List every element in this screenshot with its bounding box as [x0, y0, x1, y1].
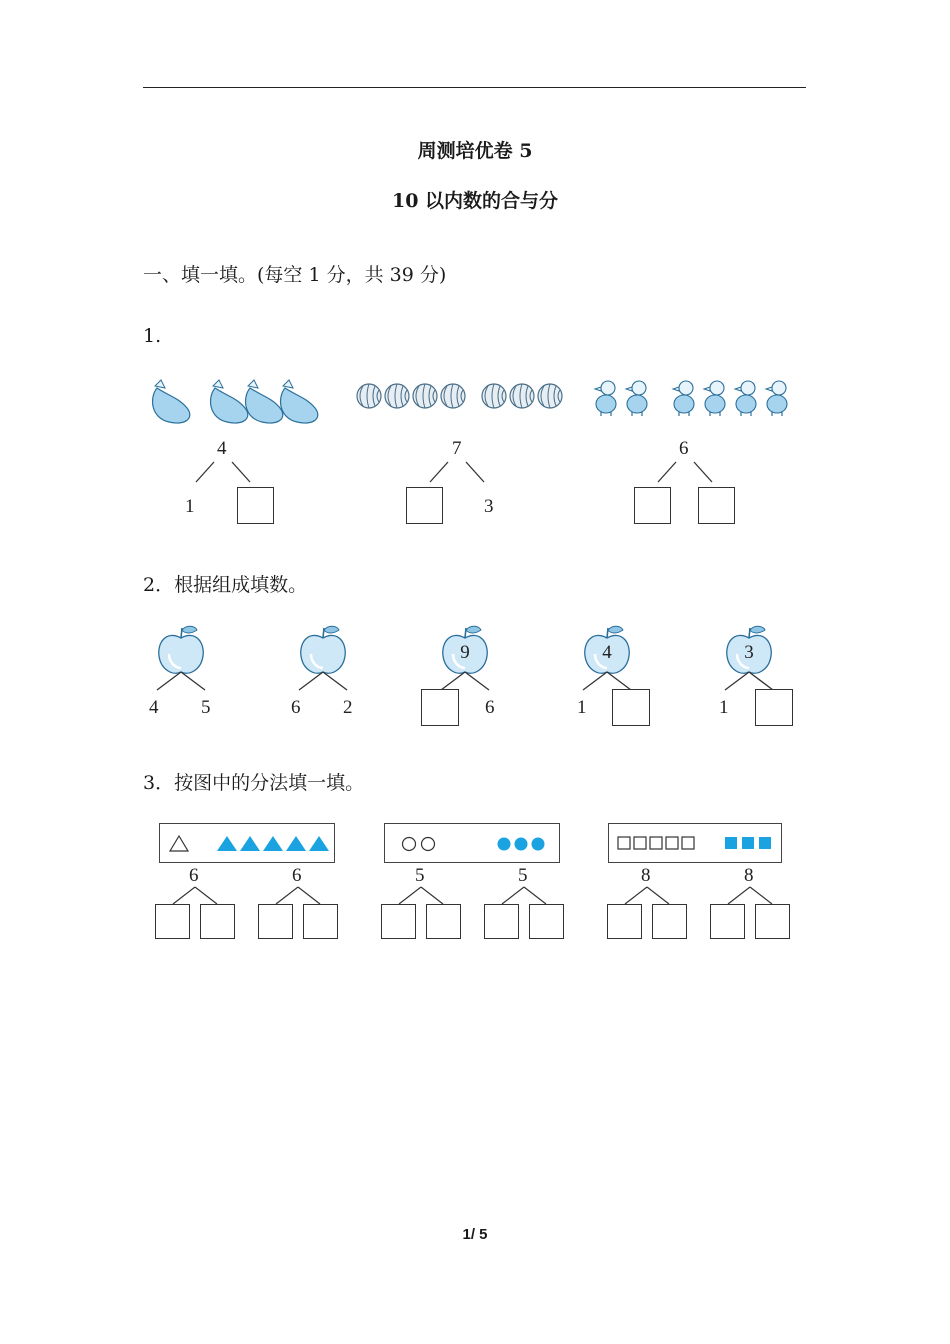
q2-label: 2．根据组成填数。 — [143, 574, 308, 596]
q3-answer-box[interactable] — [258, 904, 293, 939]
q2-part: 6 — [291, 697, 301, 718]
square-icon — [618, 837, 771, 849]
q3-answer-box[interactable] — [755, 904, 790, 939]
q1-label: 1. — [143, 325, 162, 347]
q3-total: 5 — [415, 865, 425, 886]
q1-part: 1 — [185, 496, 195, 517]
q3-total: 6 — [189, 865, 199, 886]
q3-split-lines — [173, 887, 772, 904]
q3-answer-box[interactable] — [484, 904, 519, 939]
q2-part: 1 — [577, 697, 587, 718]
page-number: 1/ 5 — [462, 1226, 488, 1243]
q3-answer-box[interactable] — [303, 904, 338, 939]
q3-label: 3．按图中的分法填一填。 — [143, 772, 365, 794]
q3-answer-box[interactable] — [426, 904, 461, 939]
q2-part: 6 — [485, 697, 495, 718]
q3-answer-box[interactable] — [155, 904, 190, 939]
q3-total: 5 — [518, 865, 528, 886]
q1-total: 4 — [217, 438, 227, 459]
circle-icon — [403, 838, 545, 851]
page-title: 周测培优卷 5 — [417, 140, 533, 162]
page-subtitle: 10 以内数的合与分 — [391, 190, 559, 212]
q3-total: 8 — [744, 865, 754, 886]
q2-part: 2 — [343, 697, 353, 718]
q3-answer-box[interactable] — [607, 904, 642, 939]
q3-total: 6 — [292, 865, 302, 886]
q3-answer-box[interactable] — [710, 904, 745, 939]
q1-total: 7 — [452, 438, 462, 459]
q1-total: 6 — [679, 438, 689, 459]
q2-part: 4 — [149, 697, 159, 718]
triangle-icon — [170, 836, 329, 851]
q3-answer-box[interactable] — [529, 904, 564, 939]
q3-total: 8 — [641, 865, 651, 886]
q3-answer-box[interactable] — [200, 904, 235, 939]
q2-part: 5 — [201, 697, 211, 718]
section-heading: 一、填一填。(每空 1 分，共 39 分) — [143, 264, 447, 286]
q2-part: 1 — [719, 697, 729, 718]
q1-part: 3 — [484, 496, 494, 517]
q3-answer-box[interactable] — [652, 904, 687, 939]
q3-answer-box[interactable] — [381, 904, 416, 939]
